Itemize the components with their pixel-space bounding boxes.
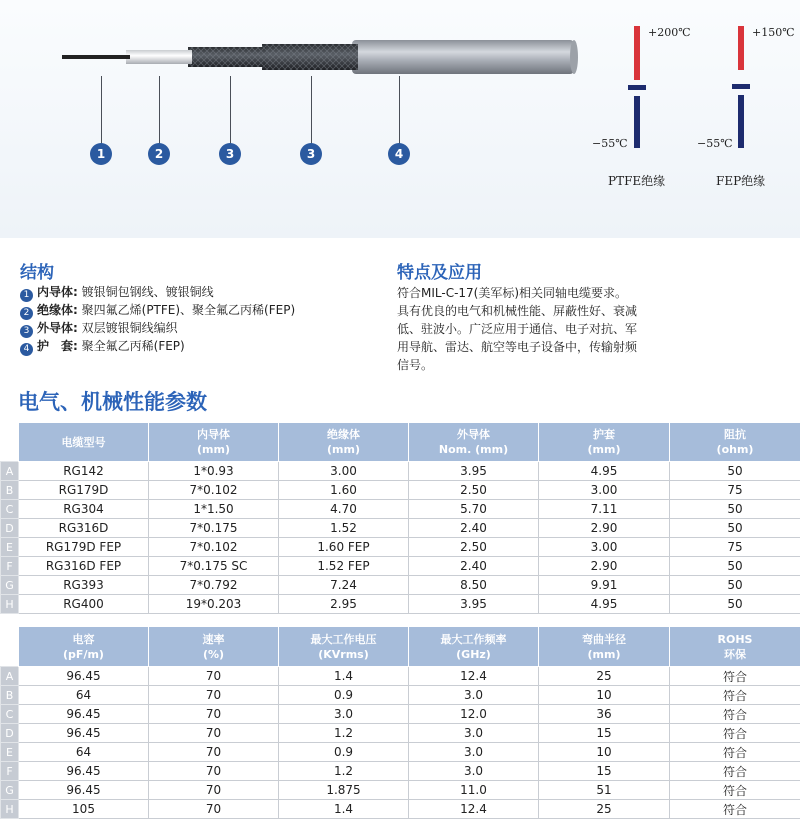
table-cell: 4.95 <box>539 595 670 614</box>
cable-diagram-panel <box>0 0 800 238</box>
callout-1: 1 <box>90 143 112 165</box>
table-cell: 96.45 <box>19 781 149 800</box>
features-line: 具有优良的电气和机械性能、屏蔽性好、衰减 <box>397 304 638 318</box>
table-cell: 2.40 <box>409 519 539 538</box>
callout-4: 4 <box>388 143 410 165</box>
column-header: 电容 (pF/m) <box>19 627 149 667</box>
table-cell: RG316D FEP <box>19 557 149 576</box>
item-label: 外导体: <box>37 321 78 335</box>
table-cell: RG393 <box>19 576 149 595</box>
table-cell: RG179D FEP <box>19 538 149 557</box>
table-cell: 19*0.203 <box>149 595 279 614</box>
table-cell: 12.4 <box>409 800 539 819</box>
table-cell: 50 <box>670 519 800 538</box>
column-header: 阻抗 (ohm) <box>670 423 800 462</box>
table-cell: 2.90 <box>539 519 670 538</box>
item-number: 2 <box>20 307 33 320</box>
table-cell: 70 <box>149 800 279 819</box>
table-cell: 64 <box>19 743 149 762</box>
row-letter: D <box>1 724 19 743</box>
table-cell: RG142 <box>19 462 149 481</box>
cable-electrical-table <box>0 626 800 819</box>
table-cell: 11.0 <box>409 781 539 800</box>
table-cell: 25 <box>539 800 670 819</box>
row-letter: E <box>1 538 19 557</box>
table-cell: 96.45 <box>19 667 149 686</box>
table-cell: 10 <box>539 743 670 762</box>
structure-item-outer-conductor <box>20 320 178 337</box>
row-letter: F <box>1 762 19 781</box>
table-row <box>1 762 800 781</box>
item-label: 护 套: <box>37 339 78 353</box>
table-cell: 8.50 <box>409 576 539 595</box>
table-cell: 7.11 <box>539 500 670 519</box>
table-cell: 64 <box>19 686 149 705</box>
table-row <box>1 462 800 481</box>
column-header: 最大工作频率 (GHz) <box>409 627 539 667</box>
item-number: 4 <box>20 343 33 356</box>
row-letter: G <box>1 781 19 800</box>
table-cell: 70 <box>149 705 279 724</box>
table-cell: 3.0 <box>409 686 539 705</box>
table-cell: 70 <box>149 781 279 800</box>
table-cell: 75 <box>670 481 800 500</box>
params-title: 电气、机械性能参数 <box>18 390 207 414</box>
table-cell: RG400 <box>19 595 149 614</box>
table-cell: 2.50 <box>409 481 539 500</box>
column-header: 护套 (mm) <box>539 423 670 462</box>
features-line: 符合MIL-C-17(美军标)相关同轴电缆要求。 <box>397 286 628 300</box>
row-letter: D <box>1 519 19 538</box>
table-cell: 符合 <box>670 743 800 762</box>
table-cell: 1.52 <box>279 519 409 538</box>
item-number: 1 <box>20 289 33 302</box>
table-cell: 符合 <box>670 667 800 686</box>
item-label: 内导体: <box>37 285 78 299</box>
table-cell: 4.95 <box>539 462 670 481</box>
table-cell: 3.0 <box>409 762 539 781</box>
table-row <box>1 595 800 614</box>
table-cell: 3.0 <box>279 705 409 724</box>
table-row <box>1 500 800 519</box>
table-row <box>1 800 800 819</box>
insulation <box>126 50 192 64</box>
table-row <box>1 686 800 705</box>
row-letter: C <box>1 500 19 519</box>
table-cell: 3.00 <box>539 481 670 500</box>
table-row <box>1 743 800 762</box>
table-cell: 12.0 <box>409 705 539 724</box>
table-cell: 7*0.102 <box>149 481 279 500</box>
table-cell: 7*0.175 <box>149 519 279 538</box>
table-cell: 4.70 <box>279 500 409 519</box>
table-cell: 3.0 <box>409 724 539 743</box>
item-text: 聚四氟乙烯(PTFE)、聚全氟乙丙稀(FEP) <box>81 303 296 317</box>
table-cell: 96.45 <box>19 762 149 781</box>
column-header: 弯曲半径 (mm) <box>539 627 670 667</box>
table-cell: 50 <box>670 576 800 595</box>
table-cell: 1.2 <box>279 762 409 781</box>
table-cell: 70 <box>149 724 279 743</box>
table-cell: 7*0.102 <box>149 538 279 557</box>
jacket <box>352 40 574 74</box>
fep-low-temp: −55℃ <box>697 137 733 150</box>
column-header: 最大工作电压 (KVrms) <box>279 627 409 667</box>
table-cell: 15 <box>539 762 670 781</box>
table-cell: 0.9 <box>279 743 409 762</box>
cable-dimensions-table <box>0 422 800 614</box>
corner-cell <box>1 423 19 462</box>
row-letter: B <box>1 686 19 705</box>
table-cell: 75 <box>670 538 800 557</box>
item-text: 双层镀银铜线编织 <box>81 321 178 335</box>
fep-label: FEP绝缘 <box>716 174 766 188</box>
table-cell: 96.45 <box>19 705 149 724</box>
table-cell: 7.24 <box>279 576 409 595</box>
table-cell: 51 <box>539 781 670 800</box>
table-cell: RG316D <box>19 519 149 538</box>
table-cell: 2.90 <box>539 557 670 576</box>
table-row <box>1 557 800 576</box>
item-text: 镀银铜包钢线、镀银铜线 <box>81 285 214 299</box>
fep-high-temp: +150℃ <box>752 26 795 39</box>
row-letter: H <box>1 800 19 819</box>
row-letter: F <box>1 557 19 576</box>
table-cell: RG179D <box>19 481 149 500</box>
features-line: 信号。 <box>397 358 434 372</box>
row-letter: A <box>1 462 19 481</box>
table-cell: 7*0.792 <box>149 576 279 595</box>
features-line: 低、驻波小。广泛应用于通信、电子对抗、军 <box>397 322 638 336</box>
table-row <box>1 667 800 686</box>
structure-item-jacket <box>20 338 185 355</box>
callout-2: 2 <box>148 143 170 165</box>
features-title: 特点及应用 <box>397 263 482 283</box>
table-cell: 符合 <box>670 705 800 724</box>
table-cell: 2.50 <box>409 538 539 557</box>
table-cell: 1.60 FEP <box>279 538 409 557</box>
fep-temperature-bar <box>732 22 752 152</box>
table-row <box>1 481 800 500</box>
table-cell: 70 <box>149 743 279 762</box>
table-cell: 7*0.175 SC <box>149 557 279 576</box>
table-cell: 符合 <box>670 800 800 819</box>
table-cell: 9.91 <box>539 576 670 595</box>
row-letter: B <box>1 481 19 500</box>
structure-item-insulation <box>20 302 295 319</box>
table-cell: 105 <box>19 800 149 819</box>
table-cell: 50 <box>670 557 800 576</box>
table-cell: 70 <box>149 667 279 686</box>
table-cell: 2.40 <box>409 557 539 576</box>
ptfe-label: PTFE绝缘 <box>608 174 666 188</box>
table-cell: 1.60 <box>279 481 409 500</box>
column-header: 外导体 Nom. (mm) <box>409 423 539 462</box>
table-cell: 50 <box>670 595 800 614</box>
table-cell: 96.45 <box>19 724 149 743</box>
table-row <box>1 519 800 538</box>
structure-title: 结构 <box>20 263 54 283</box>
column-header: 电缆型号 <box>19 423 149 462</box>
table-cell: 3.95 <box>409 595 539 614</box>
row-letter: A <box>1 667 19 686</box>
column-header: ROHS 环保 <box>670 627 800 667</box>
item-number: 3 <box>20 325 33 338</box>
table-cell: 70 <box>149 762 279 781</box>
table-cell: 1.4 <box>279 667 409 686</box>
column-header: 内导体 (mm) <box>149 423 279 462</box>
table-cell: 12.4 <box>409 667 539 686</box>
table-row <box>1 538 800 557</box>
table-cell: 符合 <box>670 686 800 705</box>
table-cell: 1.52 FEP <box>279 557 409 576</box>
callout-3: 3 <box>219 143 241 165</box>
cable-illustration <box>0 0 600 100</box>
table-cell: 2.95 <box>279 595 409 614</box>
table-cell: 10 <box>539 686 670 705</box>
table-row <box>1 781 800 800</box>
table-cell: 15 <box>539 724 670 743</box>
table-cell: 3.00 <box>539 538 670 557</box>
ptfe-temperature-bar <box>628 22 648 152</box>
table-cell: 3.95 <box>409 462 539 481</box>
item-text: 聚全氟乙丙稀(FEP) <box>81 339 185 353</box>
features-line: 用导航、雷达、航空等电子设备中，传输射频 <box>397 340 638 354</box>
table-cell: 0.9 <box>279 686 409 705</box>
table-cell: 50 <box>670 500 800 519</box>
table-cell: 符合 <box>670 724 800 743</box>
table-row <box>1 724 800 743</box>
table-cell: 1*0.93 <box>149 462 279 481</box>
table-cell: 1.4 <box>279 800 409 819</box>
table-cell: 符合 <box>670 762 800 781</box>
table-cell: 25 <box>539 667 670 686</box>
table-cell: 1.875 <box>279 781 409 800</box>
table-cell: 70 <box>149 686 279 705</box>
ptfe-high-temp: +200℃ <box>648 26 691 39</box>
item-label: 绝缘体: <box>37 303 78 317</box>
row-letter: E <box>1 743 19 762</box>
table-cell: RG304 <box>19 500 149 519</box>
inner-conductor <box>62 55 130 59</box>
table-cell: 50 <box>670 462 800 481</box>
table-cell: 3.00 <box>279 462 409 481</box>
table-cell: 1.2 <box>279 724 409 743</box>
ptfe-low-temp: −55℃ <box>592 137 628 150</box>
table-row <box>1 705 800 724</box>
table-cell: 1*1.50 <box>149 500 279 519</box>
table-row <box>1 576 800 595</box>
structure-item-inner-conductor <box>20 284 214 301</box>
column-header: 绝缘体 (mm) <box>279 423 409 462</box>
table-cell: 5.70 <box>409 500 539 519</box>
row-letter: C <box>1 705 19 724</box>
table-cell: 符合 <box>670 781 800 800</box>
corner-cell <box>1 627 19 667</box>
callout-3b: 3 <box>300 143 322 165</box>
column-header: 速率 (%) <box>149 627 279 667</box>
row-letter: H <box>1 595 19 614</box>
table-cell: 3.0 <box>409 743 539 762</box>
table-cell: 36 <box>539 705 670 724</box>
row-letter: G <box>1 576 19 595</box>
